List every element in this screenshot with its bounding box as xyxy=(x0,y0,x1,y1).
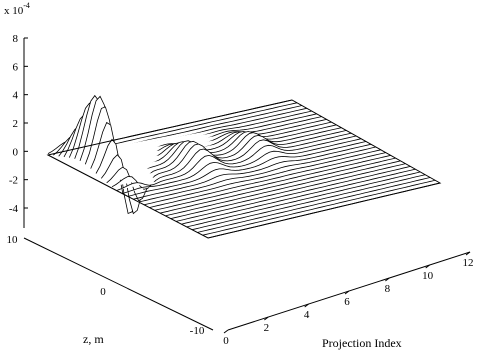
value-tick-label: -2 xyxy=(8,174,18,187)
surface-grid-line xyxy=(203,180,435,235)
projection-axis-ticks xyxy=(223,252,473,347)
projection-tick-label: 12 xyxy=(462,257,474,269)
value-tick-label: 4 xyxy=(12,89,18,102)
value-tick-label: 2 xyxy=(12,118,18,130)
projection-tick-label: 8 xyxy=(384,283,391,295)
value-tick-label: -4 xyxy=(8,203,18,215)
projection-tick-label: 2 xyxy=(263,322,270,334)
depth-tick-label: 10 xyxy=(6,234,18,246)
projection-tick-label: 6 xyxy=(344,296,350,308)
projection-tick-label: 4 xyxy=(303,309,310,321)
depth-axis-title: z, m xyxy=(83,332,104,346)
value-tick-label: 0 xyxy=(12,146,18,159)
value-axis-ticks xyxy=(9,33,28,215)
value-tick-label: 6 xyxy=(12,61,18,74)
depth-tick-label: 0 xyxy=(100,286,106,298)
projection-tick-mark xyxy=(224,330,228,333)
depth-axis-line xyxy=(24,238,213,330)
surface-grid-line xyxy=(192,175,425,230)
projection-axis-title: Projection Index xyxy=(322,336,402,350)
value-tick-label: 8 xyxy=(12,33,18,45)
value-axis-scale-label: x $10^{-4}$ xyxy=(4,1,30,17)
projection-tick-label: 10 xyxy=(422,270,434,282)
depth-tick-label: -10 xyxy=(189,325,205,337)
projection-tick-label: 0 xyxy=(223,335,229,347)
surface-mesh xyxy=(48,96,440,238)
surface-grid-line xyxy=(187,172,421,227)
surface-grid-line xyxy=(197,178,430,233)
depth-axis-ticks xyxy=(7,234,205,337)
